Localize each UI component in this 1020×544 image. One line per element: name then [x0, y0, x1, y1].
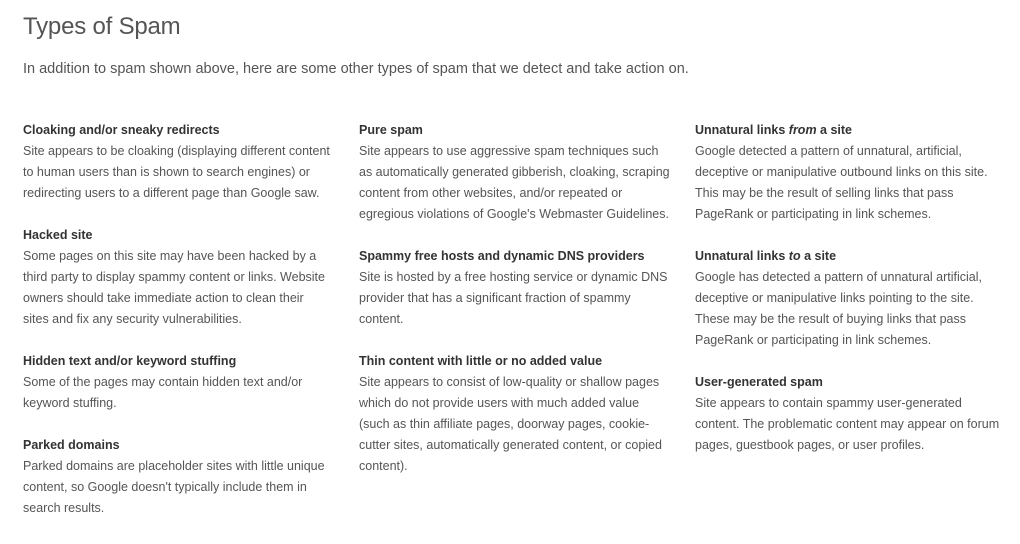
spam-entry-free-hosts — [359, 246, 679, 330]
description-line: owners should take immediate action to clean their — [23, 291, 304, 305]
page-title: Types of Spam — [23, 13, 181, 40]
spam-entry-description — [359, 141, 679, 225]
title-part: a site — [816, 123, 852, 137]
title-emphasis: to — [788, 249, 801, 263]
description-line: Site appears to be cloaking (displaying different content — [23, 144, 330, 158]
spam-entry-description — [359, 267, 679, 330]
spam-entry-title: Thin content with little or no added value — [359, 354, 603, 368]
description-line: deceptive or manipulative outbound links on this site. — [695, 165, 988, 179]
spam-entry-unnatural-links-from — [695, 120, 1015, 225]
description-line: PageRank or participating in link schemes. — [695, 333, 932, 347]
description-line: These may be the result of buying links that pass — [695, 312, 966, 326]
description-line: sites and fix any security vulnerabilities. — [23, 312, 242, 326]
description-line: Some pages on this site may have been hacked by a — [23, 249, 317, 263]
spam-entry-hidden-text — [23, 351, 343, 414]
description-line: content, so Google doesn't typically include them in — [23, 480, 307, 494]
spam-entry-unnatural-links-to — [695, 246, 1015, 351]
spam-entry-title — [695, 246, 1015, 267]
spam-types-column-2 — [359, 120, 679, 498]
spam-entry-pure-spam — [359, 120, 679, 225]
spam-entry-description — [695, 141, 1015, 225]
description-line: keyword stuffing. — [23, 396, 117, 410]
description-line: content. — [359, 312, 404, 326]
description-line: as automatically generated gibberish, cloaking, scraping — [359, 165, 670, 179]
title-part: Unnatural links — [695, 123, 789, 137]
description-line: content). — [359, 459, 408, 473]
spam-entry-title: Spammy free hosts and dynamic DNS providers — [359, 249, 645, 263]
description-line: PageRank or participating in link schemes. — [695, 207, 932, 221]
description-line: (such as thin affiliate pages, doorway pages, cookie- — [359, 417, 650, 431]
description-line: cutter sites, automatically generated content, or copied — [359, 438, 662, 452]
spam-entry-description — [23, 372, 343, 414]
spam-entry-title: Parked domains — [23, 438, 120, 452]
description-line: Site appears to consist of low-quality or shallow pages — [359, 375, 660, 389]
spam-entry-description — [23, 246, 343, 330]
description-line: which do not provide users with much added value — [359, 396, 640, 410]
spam-entry-title: Hacked site — [23, 228, 93, 242]
title-emphasis: from — [788, 123, 817, 137]
spam-entry-title: Pure spam — [359, 123, 423, 137]
spam-entry-description — [23, 141, 343, 204]
description-line: provider that has a significant fraction of spammy — [359, 291, 631, 305]
description-line: Google has detected a pattern of unnatural artificial, — [695, 270, 982, 284]
description-line: content from other websites, and/or repeated or — [359, 186, 623, 200]
spam-entry-description — [695, 393, 1015, 456]
description-line: Site is hosted by a free hosting service or dynamic DNS — [359, 270, 668, 284]
description-line: pages, guestbook pages, or user profiles. — [695, 438, 925, 452]
intro-paragraph: In addition to spam shown above, here are some other types of spam that we detect and take action on. — [23, 61, 689, 77]
spam-entry-description — [23, 456, 343, 519]
description-line: deceptive or manipulative links pointing to the site. — [695, 291, 974, 305]
description-line: Parked domains are placeholder sites with little unique — [23, 459, 325, 473]
description-line: Google detected a pattern of unnatural, artificial, — [695, 144, 962, 158]
description-line: third party to display spammy content or links. Website — [23, 270, 325, 284]
description-line: Site appears to use aggressive spam techniques such — [359, 144, 659, 158]
title-part: a site — [800, 249, 837, 263]
spam-entry-description — [695, 267, 1015, 351]
description-line: This may be the result of selling links that pass — [695, 186, 954, 200]
spam-entry-cloaking — [23, 120, 343, 204]
spam-entry-user-generated — [695, 372, 1015, 456]
description-line: Site appears to contain spammy user-generated — [695, 396, 962, 410]
spam-entry-parked-domains — [23, 435, 343, 519]
spam-entry-title: Hidden text and/or keyword stuffing — [23, 354, 237, 368]
description-line: search results. — [23, 501, 105, 515]
spam-entry-title: User-generated spam — [695, 375, 823, 389]
description-line: Some of the pages may contain hidden text and/or — [23, 375, 303, 389]
spam-entry-description — [359, 372, 679, 477]
spam-types-column-1 — [23, 120, 343, 540]
description-line: egregious violations of Google's Webmaster Guidelines. — [359, 207, 669, 221]
description-line: to human users than is shown to search engines) or — [23, 165, 310, 179]
spam-entry-thin-content — [359, 351, 679, 477]
spam-types-column-3 — [695, 120, 1015, 477]
spam-entry-title: Cloaking and/or sneaky redirects — [23, 123, 220, 137]
description-line: content. The problematic content may appear on forum — [695, 417, 1000, 431]
spam-entry-hacked-site — [23, 225, 343, 330]
title-part: Unnatural links — [695, 249, 789, 263]
description-line: redirecting users to a different page than Google saw. — [23, 186, 320, 200]
spam-entry-title — [695, 120, 1015, 141]
